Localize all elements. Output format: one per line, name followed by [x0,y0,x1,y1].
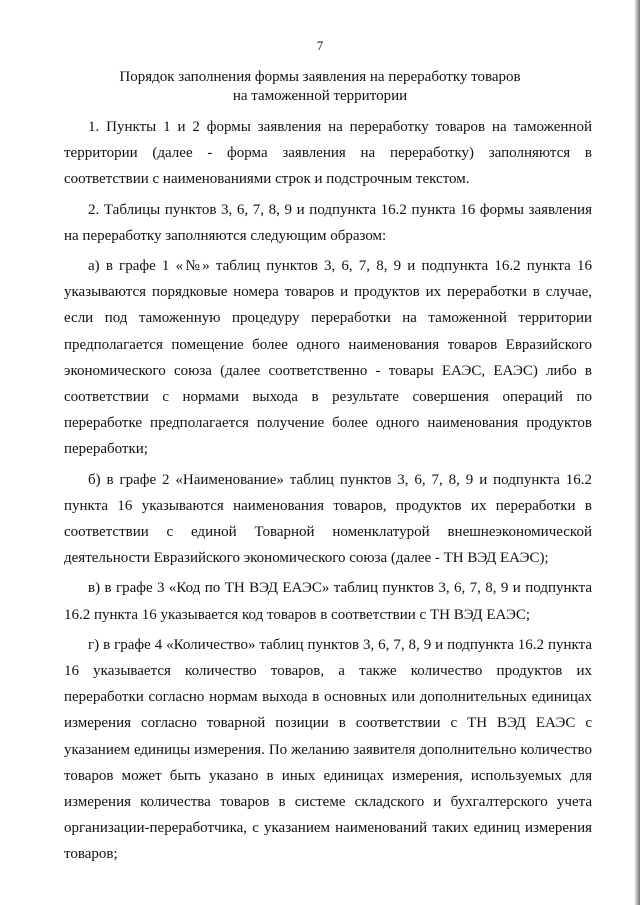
paragraph-item-g: г) в графе 4 «Количество» таблиц пунктов 3, 6, 7, 8, 9 и подпункта 16.2 пункта 16 указывается количество товаров, а также количество продуктов их переработки согласно нормам выхода в основных или дополнительных единицах измерения согласно товарной позиции в соответствии с ТН ВЭД ЕАЭС с указанием единицы измерения. По желанию заявителя дополнительно количество товаров может быть указано в иных единицах измерения, используемых для измерения количества товаров в системе складского и бухгалтерского учета организации-переработчика, с указанием наименований таких единиц измерения товаров; [64,636,592,863]
paragraph-item-b: б) в графе 2 «Наименование» таблиц пунктов 3, 6, 7, 8, 9 и подпункта 16.2 пункта 16 указываются наименования товаров, продуктов их переработки в соответствии с единой Товарной номенклатурой внешнеэкономической деятельности Евразийского экономического союза (далее - ТН ВЭД ЕАЭС); [64,471,592,567]
title-line-2: на таможенной территории [232,88,408,104]
paragraph-item-a: а) в графе 1 «№» таблиц пунктов 3, 6, 7, 8, 9 и подпункта 16.2 пункта 16 указываются порядковые номера товаров и продуктов их переработки в случае, если под таможенную процедуру переработки на таможенной территории предполагается помещение более одного наименования товаров Евразийского экономического союза (далее соответственно - товары ЕАЭС, ЕАЭС) либо в соответствии с нормами выхода в результате совершения операций по переработке предполагается получение более одного наименования продуктов переработки; [64,258,592,458]
page-number: 7 [316,38,324,53]
paragraph-2: 2. Таблицы пунктов 3, 6, 7, 8, 9 и подпункта 16.2 пункта 16 формы заявления на переработку заполняются следующим образом: [64,201,592,244]
paragraph-1: 1. Пункты 1 и 2 формы заявления на переработку товаров на таможенной территории (далее - форма заявления на переработку) заполняются в соответствии с наименованиями строк и подстрочным текстом. [64,119,592,188]
paragraph-item-v: в) в графе 3 «Код по ТН ВЭД ЕАЭС» таблиц пунктов 3, 6, 7, 8, 9 и подпункта 16.2 пункта 16 указывается код товаров в соответствии с ТН ВЭД ЕАЭС; [64,580,592,623]
document-title [60,68,580,106]
title-line-1: Порядок заполнения формы заявления на переработку товаров [119,69,521,85]
document-body [64,114,592,868]
page-edge-shadow [634,0,640,905]
